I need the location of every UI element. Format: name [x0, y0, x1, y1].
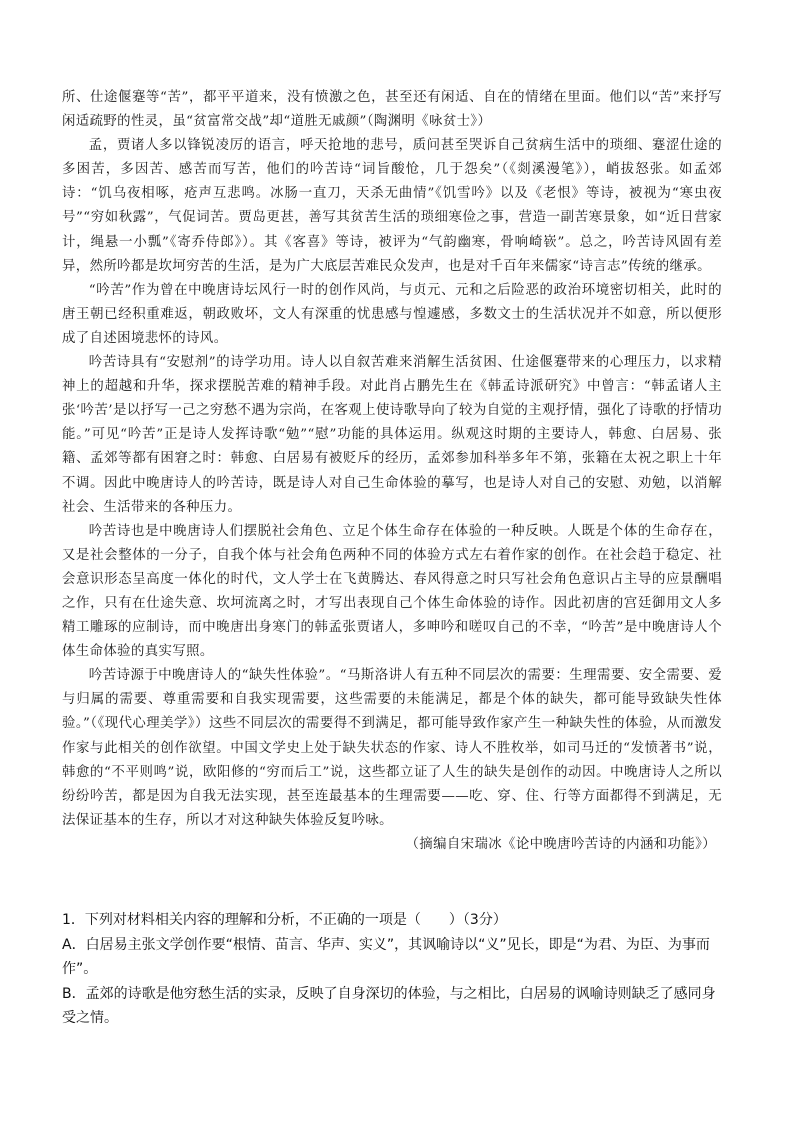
- passage-source: （摘编自宋瑞冰《论中晚唐吟苦诗的内涵和功能》）: [405, 836, 716, 852]
- reading-passage: [62, 86, 722, 857]
- question-stem: 1．下列对材料相关内容的理解和分析，不正确的一项是（ ）（3分）: [62, 912, 507, 928]
- passage-paragraph: 吟苦诗具有“安慰剂”的诗学功用。诗人以自叙苦难来消解生活贫困、仕途偃蹇带来的心理压力，以求精神上的超越和升华，探求摆脱苦难的精神手段。对此肖占鹏先生在《韩孟诗派研究》中曾言：“韩孟诸人主张‘吟苦’是以抒写一己之穷愁不遇为宗尚，在客观上使诗歌导向了较为自觉的主观抒情，强化了诗歌的抒情功能。”可见“吟苦”正是诗人发挥诗歌“勉”“慰”功能的具体运用。纵观这时期的主要诗人，韩愈、白居易、张籍、孟郊等都有困窘之时：韩愈、白居易有被贬斥的经历，孟郊参加科举多年不第，张籍在太祝之职上十年不调。因此中晚唐诗人的吟苦诗，既是诗人对自己生命体验的摹写，也是诗人对自己的安慰、劝勉，以消解社会、生活带来的各种压力。: [62, 355, 722, 515]
- question-section: [62, 908, 722, 1031]
- passage-paragraph-continued: 所、仕途偃蹇等“苦”，都平平道来，没有愤激之色，甚至还有闲适、自在的情绪在里面。他们以“苦”来抒写闲适疏野的性灵，虽“贫富常交战”却“道胜无戚颜”（陶渊明《咏贫士》）: [62, 90, 722, 130]
- passage-paragraph: 吟苦诗也是中晚唐诗人们摆脱社会角色、立足个体生命存在体验的一种反映。人既是个体的生命存在，又是社会整体的一分子，自我个体与社会角色两种不同的体验方式左右着作家的创作。在社会趋于稳定、社会意识形态呈高度一体化的时代，文人学士在飞黄腾达、春风得意之时只写社会角色意识占主导的应景酬唱之作，只有在仕途失意、坎坷流离之时，才写出表现自己个体生命体验的诗作。因此初唐的宫廷御用文人多精工雕琢的应制诗，而中晚唐出身寒门的韩孟张贾诸人，多呻吟和嗟叹自己的不幸，“吟苦”是中晚唐诗人个体生命体验的真实写照。: [62, 523, 722, 660]
- passage-paragraph: 吟苦诗源于中晚唐诗人的“缺失性体验”。“马斯洛讲人有五种不同层次的需要：生理需要、安全需要、爱与归属的需要、尊重需要和自我实现需要，这些需要的未能满足，都是个体的缺失，都可能导致缺失性体验。”（《现代心理美学》）这些不同层次的需要得不到满足，都可能导致作家产生一种缺失性的体验，从而激发作家与此相关的创作欲望。中国文学史上处于缺失状态的作家、诗人不胜枚举，如司马迁的“发愤著书”说，韩愈的“不平则鸣”说，欧阳修的“穷而后工”说，这些都立证了人生的缺失是创作的动因。中晚唐诗人之所以纷纷吟苦，都是因为自我无法实现，甚至连最基本的生理需要——吃、穿、住、行等方面都得不到满足，无法保证基本的生存，所以才对这种缺失体验反复吟咏。: [62, 668, 722, 828]
- passage-paragraph: 孟，贾诸人多以锋锐凌厉的语言，呼天抢地的悲号，质问甚至哭诉自己贫病生活中的琐细、蹇涩仕途的多困苦，多因苦、感苦而写苦，他们的吟苦诗“词旨酸怆，几于怨矣”（《剡溪漫笔》），峭拔怒张。如孟郊诗：“饥乌夜相啄，疮声互悲鸣。冰肠一直刀，天杀无曲情”《饥雪吟》以及《老恨》等诗，被视为“寒虫夜号”“穷如秋露”，气促词苦。贾岛更甚，善写其贫苦生活的琐细寒俭之事，营造一副苦寒景象，如“近日营家计，绳悬一小瓢”《寄乔侍郎》）。其《客喜》等诗，被评为“气韵幽寒，骨响崎嵚”。总之，吟苦诗风固有差异，然所吟都是坎坷穷苦的生活，是为广大底层苦难民众发声，也是对千百年来儒家“诗言志”传统的继承。: [62, 138, 722, 274]
- option-b: B．孟郊的诗歌是他穷愁生活的实录，反映了自身深切的体验，与之相比，白居易的讽喻诗则缺乏了感同身受之情。: [62, 985, 716, 1026]
- passage-paragraph: “吟苦”作为曾在中晚唐诗坛风行一时的创作风尚，与贞元、元和之后险恶的政治环境密切相关，此时的唐王朝已经积重难返，朝政败坏，文人有深重的忧患感与惶遽感，多数文士的生活状况并不如意，所以便形成了自述困境悲怀的诗风。: [62, 282, 722, 346]
- option-a: A．白居易主张文学创作要“根情、苗言、华声、实义”，其讽喻诗以“义”见长，即是“为君、为臣、为事而作”。: [62, 936, 710, 977]
